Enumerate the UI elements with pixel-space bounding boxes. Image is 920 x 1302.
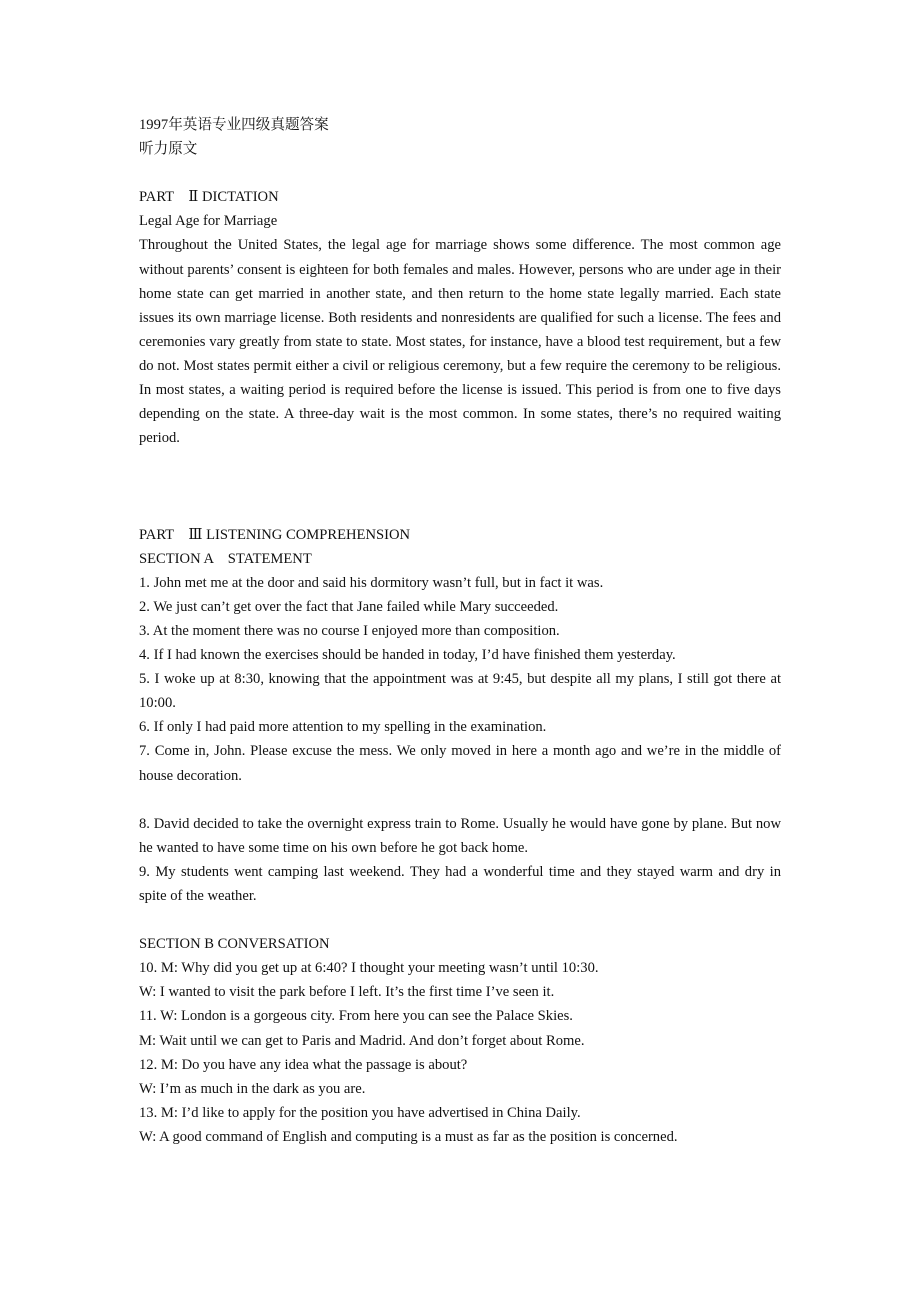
section-a-heading: SECTION A STATEMENT: [139, 550, 312, 567]
conversation-line: 11. W: London is a gorgeous city. From here you can see the Palace Skies.: [139, 1008, 573, 1025]
document-subtitle: 听力原文: [139, 141, 198, 158]
statement-list: [139, 571, 781, 908]
statement-item: 2. We just can’t get over the fact that Jane failed while Mary succeeded.: [139, 598, 559, 615]
statement-item: 1. John met me at the door and said his dormitory wasn’t full, but in fact it was.: [139, 574, 604, 591]
conversation-list: [139, 956, 781, 1149]
statement-item: 8. David decided to take the overnight express train to Rome. Usually he would have gone by plane. But now he wanted to have some time on his own before he got back home.: [139, 815, 781, 856]
statement-item: 5. I woke up at 8:30, knowing that the appointment was at 9:45, but despite all my plans, I still got there at 10:00.: [139, 671, 781, 712]
document-page: [139, 113, 781, 1149]
conversation-line: 10. M: Why did you get up at 6:40? I thought your meeting wasn’t until 10:30.: [139, 960, 599, 977]
conversation-line: W: A good command of English and computing is a must as far as the position is concerned.: [139, 1128, 678, 1145]
statement-item: 7. Come in, John. Please excuse the mess. We only moved in here a month ago and we’re in the middle of house decoration.: [139, 743, 781, 784]
section-b-heading: SECTION B CONVERSATION: [139, 936, 330, 953]
listening-heading: PART Ⅲ LISTENING COMPREHENSION: [139, 526, 411, 543]
statement-item: 9. My students went camping last weekend. They had a wonderful time and they stayed warm and dry in spite of the weather.: [139, 863, 781, 905]
statement-item: 6. If only I had paid more attention to my spelling in the examination.: [139, 719, 547, 736]
dictation-passage: Throughout the United States, the legal age for marriage shows some difference. The most common age without parents’ consent is eighteen for both females and males. However, persons who are under age in their home state can get married in another state, and then return to the home state legally married. Each state issues its own marriage license. Both residents and nonresidents are qualified for such a license. The fees and ceremonies vary greatly from state to state. Most states, for instance, have a blood test requirement, but a few do not. Most states permit either a civil or religious ceremony, but a few require the ceremony to be religious. In most states, a waiting period is required before the license is issued. This period is from one to five days depending on the state. A three-day wait is the most common. In some states, there’s no required waiting period.: [139, 237, 781, 447]
dictation-heading: PART Ⅱ DICTATION: [139, 189, 279, 206]
conversation-line: 13. M: I’d like to apply for the position you have advertised in China Daily.: [139, 1104, 581, 1121]
conversation-line: W: I wanted to visit the park before I left. It’s the first time I’ve seen it.: [139, 984, 555, 1001]
spacer: [139, 788, 781, 812]
conversation-line: M: Wait until we can get to Paris and Madrid. And don’t forget about Rome.: [139, 1032, 585, 1049]
conversation-line: 12. M: Do you have any idea what the passage is about?: [139, 1056, 468, 1073]
conversation-line: W: I’m as much in the dark as you are.: [139, 1080, 366, 1097]
spacer: [139, 450, 781, 522]
document-title: 1997年英语专业四级真题答案: [139, 117, 329, 133]
spacer: [139, 908, 781, 932]
spacer: [139, 161, 781, 185]
statement-item: 3. At the moment there was no course I enjoyed more than composition.: [139, 622, 560, 639]
passage-title: Legal Age for Marriage: [139, 213, 278, 230]
statement-item: 4. If I had known the exercises should be handed in today, I’d have finished them yesterday.: [139, 647, 676, 664]
